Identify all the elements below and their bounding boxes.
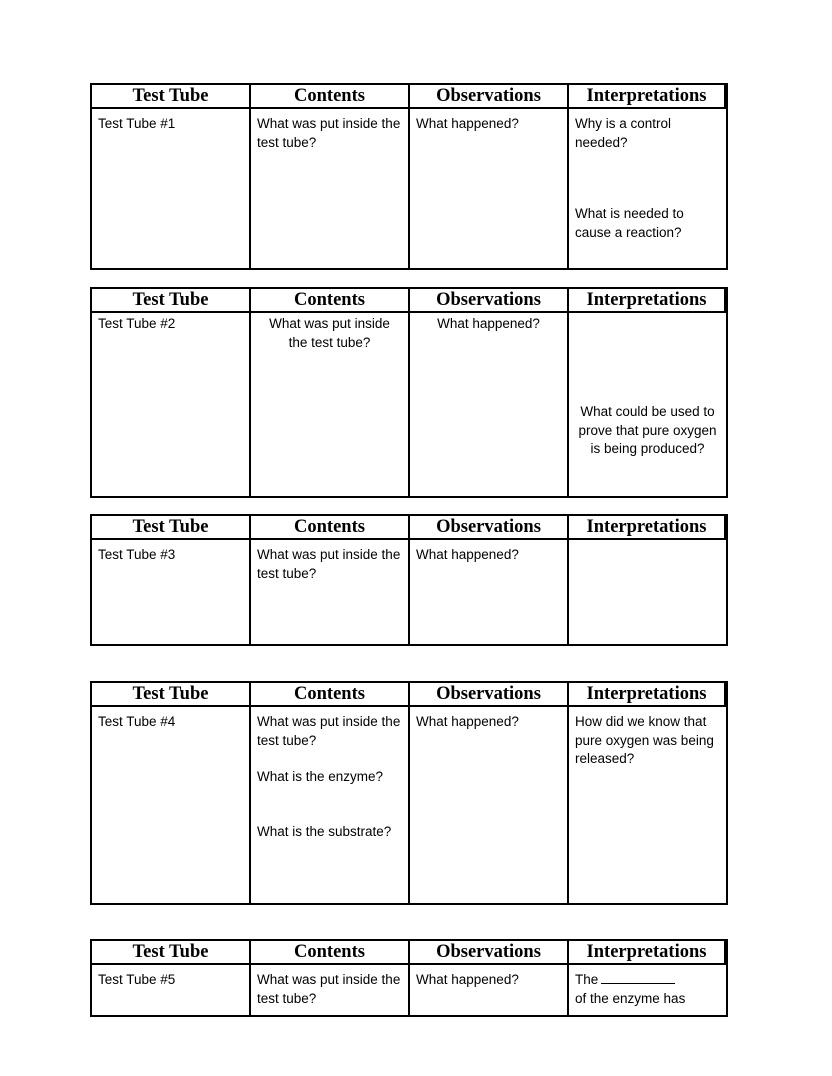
header-observations: Observations bbox=[410, 683, 569, 707]
test-tube-2-table bbox=[90, 287, 728, 498]
contents-question: What was put inside the test tube? bbox=[257, 116, 401, 150]
contents-question: What is the enzyme? bbox=[257, 769, 384, 784]
fill-in-blank[interactable] bbox=[601, 971, 675, 984]
header-observations: Observations bbox=[410, 941, 569, 965]
header-test-tube: Test Tube bbox=[92, 941, 251, 965]
test-tube-3-table bbox=[90, 514, 728, 646]
interpretations-question: What could be used to prove that pure oxygen is being produced? bbox=[578, 404, 717, 456]
test-tube-1-table bbox=[90, 83, 728, 270]
interpretations-cell[interactable] bbox=[569, 540, 726, 644]
interpretations-cell[interactable] bbox=[569, 965, 726, 1015]
tube-label-cell bbox=[92, 109, 251, 268]
tube-label: Test Tube #1 bbox=[98, 116, 176, 131]
header-test-tube: Test Tube bbox=[92, 516, 251, 540]
test-tube-4-table bbox=[90, 681, 728, 905]
interpretations-sentence bbox=[575, 971, 720, 990]
tube-label: Test Tube #2 bbox=[98, 316, 176, 331]
observations-cell[interactable] bbox=[410, 540, 569, 644]
header-contents: Contents bbox=[251, 85, 410, 109]
header-observations: Observations bbox=[410, 85, 569, 109]
observations-question: What happened? bbox=[416, 116, 519, 131]
tube-label-cell bbox=[92, 540, 251, 644]
header-contents: Contents bbox=[251, 683, 410, 707]
interpretations-question: How did we know that pure oxygen was being released? bbox=[575, 714, 714, 766]
observations-question: What happened? bbox=[437, 316, 540, 331]
contents-question: What was put inside the test tube? bbox=[257, 972, 401, 1006]
contents-cell[interactable] bbox=[251, 707, 410, 903]
header-contents: Contents bbox=[251, 516, 410, 540]
observations-cell[interactable] bbox=[410, 965, 569, 1015]
tube-label: Test Tube #5 bbox=[98, 972, 176, 987]
contents-cell[interactable] bbox=[251, 109, 410, 268]
tube-label: Test Tube #3 bbox=[98, 547, 176, 562]
tube-label-cell bbox=[92, 965, 251, 1015]
observations-question: What happened? bbox=[416, 547, 519, 562]
contents-question: What is the substrate? bbox=[257, 823, 392, 839]
interpretations-cell[interactable] bbox=[569, 109, 726, 268]
tube-label-cell bbox=[92, 313, 251, 496]
contents-question: What was put inside the test tube? bbox=[257, 714, 401, 748]
observations-cell[interactable] bbox=[410, 109, 569, 268]
header-test-tube: Test Tube bbox=[92, 289, 251, 313]
header-interpretations: Interpretations bbox=[569, 289, 726, 313]
contents-cell[interactable] bbox=[251, 540, 410, 644]
header-test-tube: Test Tube bbox=[92, 85, 251, 109]
observations-question: What happened? bbox=[416, 714, 519, 729]
observations-question: What happened? bbox=[416, 972, 519, 987]
contents-cell[interactable] bbox=[251, 313, 410, 496]
header-contents: Contents bbox=[251, 289, 410, 313]
tube-label: Test Tube #4 bbox=[98, 714, 176, 729]
sentence-start: The bbox=[575, 972, 599, 987]
test-tube-5-table bbox=[90, 939, 728, 1017]
contents-question: What was put inside the test tube? bbox=[257, 547, 401, 581]
header-test-tube: Test Tube bbox=[92, 683, 251, 707]
observations-cell[interactable] bbox=[410, 313, 569, 496]
header-interpretations: Interpretations bbox=[569, 85, 726, 109]
contents-question: What was put inside the test tube? bbox=[269, 316, 390, 350]
interpretations-question: What is needed to cause a reaction? bbox=[575, 206, 684, 240]
contents-cell[interactable] bbox=[251, 965, 410, 1015]
observations-cell[interactable] bbox=[410, 707, 569, 903]
header-interpretations: Interpretations bbox=[569, 516, 726, 540]
tube-label-cell bbox=[92, 707, 251, 903]
header-contents: Contents bbox=[251, 941, 410, 965]
header-observations: Observations bbox=[410, 289, 569, 313]
interpretations-cell[interactable] bbox=[569, 707, 726, 903]
interpretations-cell[interactable] bbox=[569, 313, 726, 496]
header-interpretations: Interpretations bbox=[569, 683, 726, 707]
header-interpretations: Interpretations bbox=[569, 941, 726, 965]
sentence-continuation: of the enzyme has bbox=[575, 990, 686, 1006]
interpretations-question: Why is a control needed? bbox=[575, 116, 672, 150]
header-observations: Observations bbox=[410, 516, 569, 540]
